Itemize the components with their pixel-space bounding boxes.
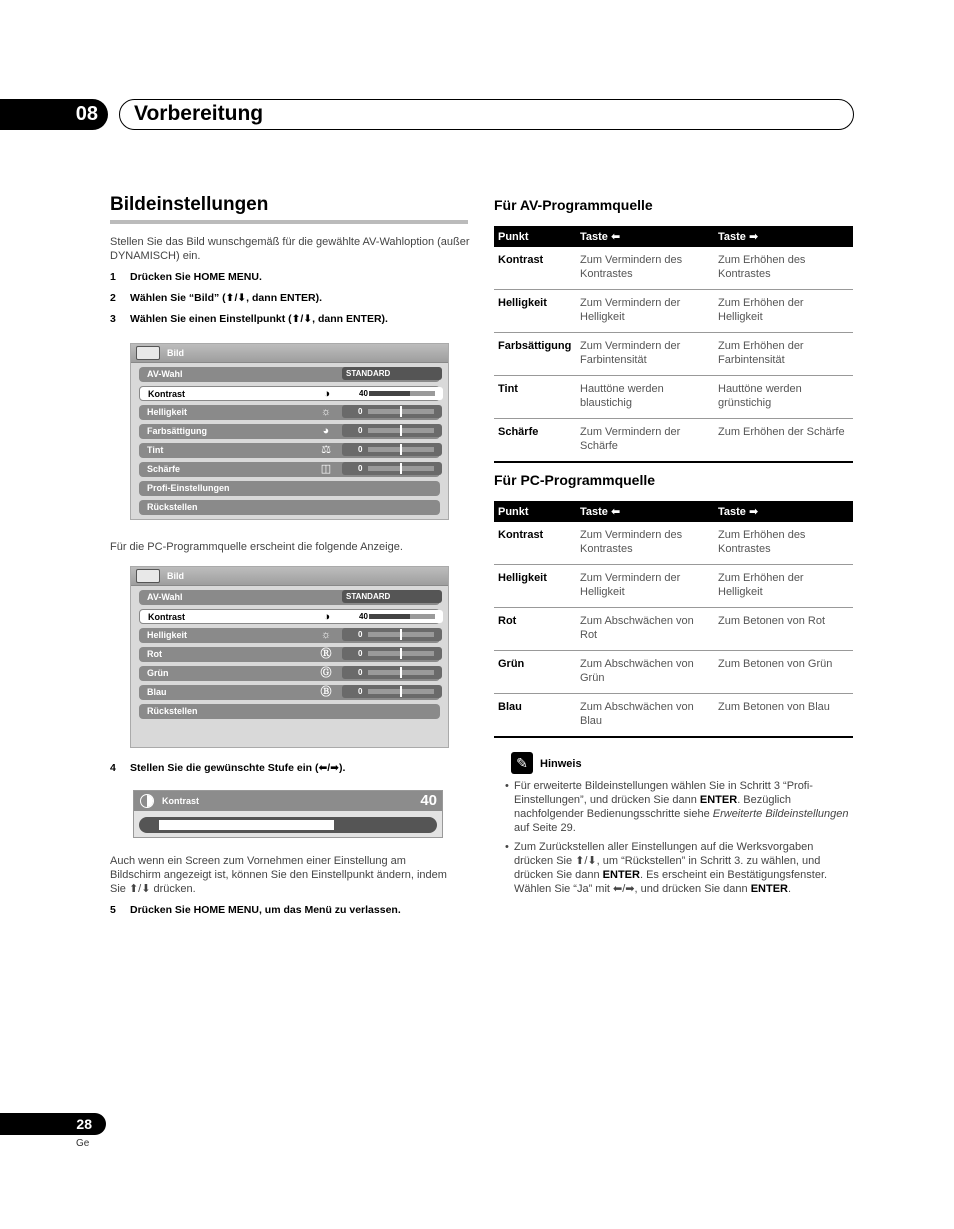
contrast-icon <box>140 794 154 808</box>
table-cell: Zum Vermindern der Helligkeit <box>576 290 714 333</box>
contrast-level-screen <box>133 790 443 838</box>
table-cell: Hauttöne werden blaustichig <box>576 376 714 419</box>
osd-level-bar <box>368 689 434 694</box>
osd-row-icon: Ⓡ <box>320 648 332 660</box>
pc-caption: Für die PC-Programmquelle erscheint die folgende Anzeige. <box>110 541 403 553</box>
osd-row[interactable] <box>139 481 440 496</box>
note-list <box>505 779 853 901</box>
step-2: 2 Wählen Sie “Bild” (⬆/⬇, dann ENTER). <box>110 292 323 304</box>
osd-row-value: 0 <box>342 424 442 437</box>
osd-row-icon: Ⓖ <box>320 667 332 679</box>
osd-level-bar <box>368 466 434 471</box>
osd-row-label: Tint <box>147 445 164 455</box>
page-language: Ge <box>76 1138 90 1149</box>
osd-row-icon: ◫ <box>320 463 332 475</box>
osd-row-label: Blau <box>147 687 167 697</box>
osd-row[interactable] <box>139 405 440 420</box>
osd-level-bar <box>368 670 434 675</box>
info-paragraph: Auch wenn ein Screen zum Vornehmen einer Einstellung am Bildschirm angezeigt ist, können Sie den Einstellpunkt ändern, indem Sie ⬆/⬇ drücken. <box>110 855 447 895</box>
osd-row-label: Schärfe <box>147 464 181 474</box>
osd-row-icon: ☼ <box>320 406 332 418</box>
table-cell: Zum Betonen von Blau <box>714 694 853 738</box>
osd-row-value: 40 <box>343 387 443 400</box>
osd-row[interactable] <box>139 462 440 477</box>
osd-row-value: 40 <box>343 610 443 623</box>
table-cell: Kontrast <box>494 247 576 290</box>
level-fill <box>159 820 334 830</box>
osd-row-label: Grün <box>147 668 169 678</box>
table-cell: Zum Abschwächen von Grün <box>576 651 714 694</box>
table-row <box>494 608 853 651</box>
pc-table <box>494 501 853 738</box>
osd-row[interactable] <box>139 424 440 439</box>
osd-row[interactable] <box>139 590 440 605</box>
note-item: • Für erweiterte Bildeinstellungen wählen Sie in Schritt 3 “Profi-Einstellungen”, und drücken Sie dann ENTER. Bezüglich nachfolgender Bedienungsschritte siehe Erweiterte Bildeinstellungen auf Seite 29. <box>505 779 853 835</box>
osd-row-value: 0 <box>342 647 442 660</box>
osd-row[interactable] <box>139 386 440 401</box>
osd-row-label: Profi-Einstellungen <box>147 483 230 493</box>
osd-row-value: STANDARD <box>342 590 442 603</box>
osd-row-value: 0 <box>342 628 442 641</box>
table-row <box>494 522 853 565</box>
chapter-title: Vorbereitung <box>119 99 854 130</box>
note-item: • Zum Zurückstellen aller Einstellungen auf die Werksvorgaben drücken Sie ⬆/⬇, um “Rückstellen” in Schritt 3. zu wählen, und drücken Sie dann ENTER. Es erscheint ein Bestätigungsfenster. Wählen Sie “Ja” mit ⬅/➡, und drücken Sie dann ENTER. <box>505 840 853 896</box>
table-cell: Zum Vermindern des Kontrastes <box>576 522 714 565</box>
osd-row-icon: ☼ <box>320 629 332 641</box>
table-header: Taste ➡ <box>714 226 853 247</box>
table-cell: Farbsättigung <box>494 333 576 376</box>
level-value: 40 <box>420 792 437 809</box>
osd-row-value: 0 <box>342 405 442 418</box>
step-4: 4 Stellen Sie die gewünschte Stufe ein (⬅/➡). <box>110 762 346 774</box>
osd-row-label: Rückstellen <box>147 502 198 512</box>
table-cell: Zum Erhöhen der Farbintensität <box>714 333 853 376</box>
table-cell: Zum Vermindern der Farbintensität <box>576 333 714 376</box>
table-header: Punkt <box>494 226 576 247</box>
table-cell: Zum Vermindern des Kontrastes <box>576 247 714 290</box>
table-header: Taste ⬅ <box>576 226 714 247</box>
osd-level-bar <box>368 447 434 452</box>
table-cell: Zum Abschwächen von Blau <box>576 694 714 738</box>
table-row <box>494 694 853 738</box>
osd-row-value: 0 <box>342 462 442 475</box>
table-row <box>494 565 853 608</box>
osd-row[interactable] <box>139 704 440 719</box>
osd-row-label: Helligkeit <box>147 630 188 640</box>
table-row <box>494 419 853 463</box>
osd-title: Bild <box>167 348 184 358</box>
table-cell: Kontrast <box>494 522 576 565</box>
picture-menu-av <box>130 343 449 520</box>
step-3: 3 Wählen Sie einen Einstellpunkt (⬆/⬇, dann ENTER). <box>110 313 388 325</box>
table-header: Taste ⬅ <box>576 501 714 522</box>
osd-row[interactable] <box>139 666 440 681</box>
table-cell: Zum Vermindern der Schärfe <box>576 419 714 463</box>
osd-row-value: 0 <box>342 443 442 456</box>
osd-row[interactable] <box>139 685 440 700</box>
step-1: 1 Drücken Sie HOME MENU. <box>110 271 262 283</box>
table-cell: Rot <box>494 608 576 651</box>
table-cell: Zum Erhöhen der Helligkeit <box>714 565 853 608</box>
osd-row-label: Kontrast <box>148 612 186 622</box>
osd-level-bar <box>368 632 434 637</box>
osd-row-label: Kontrast <box>148 389 186 399</box>
av-table-title: Für AV-Programmquelle <box>494 197 653 213</box>
table-header: Punkt <box>494 501 576 522</box>
osd-row-icon: ◑ <box>323 388 331 400</box>
osd-level-bar <box>368 651 434 656</box>
table-row <box>494 651 853 694</box>
table-cell: Zum Erhöhen des Kontrastes <box>714 247 853 290</box>
av-table <box>494 226 853 463</box>
osd-row-label: Rückstellen <box>147 706 198 716</box>
osd-row-label: Farbsättigung <box>147 426 207 436</box>
table-cell: Zum Abschwächen von Rot <box>576 608 714 651</box>
osd-row-label: AV-Wahl <box>147 592 183 602</box>
table-cell: Schärfe <box>494 419 576 463</box>
table-cell: Helligkeit <box>494 565 576 608</box>
picture-menu-pc <box>130 566 449 748</box>
note-pencil-icon: ✎ <box>511 752 533 774</box>
osd-row-value: 0 <box>342 666 442 679</box>
table-cell: Helligkeit <box>494 290 576 333</box>
step-5: 5 Drücken Sie HOME MENU, um das Menü zu verlassen. <box>110 904 401 916</box>
osd-row[interactable] <box>139 367 440 382</box>
osd-row-icon: ⚖ <box>321 444 331 456</box>
osd-row-value: 0 <box>342 685 442 698</box>
osd-level-bar <box>369 614 435 619</box>
osd-title: Bild <box>167 571 184 581</box>
table-cell: Blau <box>494 694 576 738</box>
picture-menu-icon <box>136 346 160 360</box>
osd-row-label: AV-Wahl <box>147 369 183 379</box>
osd-level-bar <box>369 391 435 396</box>
osd-level-bar <box>368 409 434 414</box>
level-label: Kontrast <box>162 796 200 806</box>
osd-row[interactable] <box>139 609 440 624</box>
intro-text: Stellen Sie das Bild wunschgemäß für die gewählte AV-Wahloption (außer DYNAMISCH) ein. <box>110 236 470 262</box>
osd-row[interactable] <box>139 443 440 458</box>
picture-menu-icon <box>136 569 160 583</box>
table-cell: Zum Erhöhen des Kontrastes <box>714 522 853 565</box>
level-slider <box>139 817 437 833</box>
pc-table-title: Für PC-Programmquelle <box>494 472 656 488</box>
osd-row[interactable] <box>139 628 440 643</box>
osd-row-value: STANDARD <box>342 367 442 380</box>
table-cell: Tint <box>494 376 576 419</box>
osd-row[interactable] <box>139 500 440 515</box>
table-cell: Zum Vermindern der Helligkeit <box>576 565 714 608</box>
table-cell: Zum Betonen von Rot <box>714 608 853 651</box>
osd-row-icon: ◑ <box>323 611 331 623</box>
note-title: Hinweis <box>540 758 582 770</box>
table-cell: Zum Erhöhen der Helligkeit <box>714 290 853 333</box>
table-cell: Hauttöne werden grünstichig <box>714 376 853 419</box>
table-cell: Zum Erhöhen der Schärfe <box>714 419 853 463</box>
table-row <box>494 290 853 333</box>
table-row <box>494 333 853 376</box>
chapter-number: 08 <box>0 99 108 130</box>
page-number: 28 <box>0 1113 106 1135</box>
table-cell: Zum Betonen von Grün <box>714 651 853 694</box>
table-row <box>494 376 853 419</box>
table-row <box>494 247 853 290</box>
osd-row-icon: Ⓑ <box>320 686 332 698</box>
osd-row-icon: ◕ <box>322 425 330 437</box>
osd-row-label: Helligkeit <box>147 407 188 417</box>
section-title: Bildeinstellungen <box>110 194 468 224</box>
table-cell: Grün <box>494 651 576 694</box>
osd-row[interactable] <box>139 647 440 662</box>
osd-level-bar <box>368 428 434 433</box>
table-header: Taste ➡ <box>714 501 853 522</box>
osd-row-label: Rot <box>147 649 162 659</box>
